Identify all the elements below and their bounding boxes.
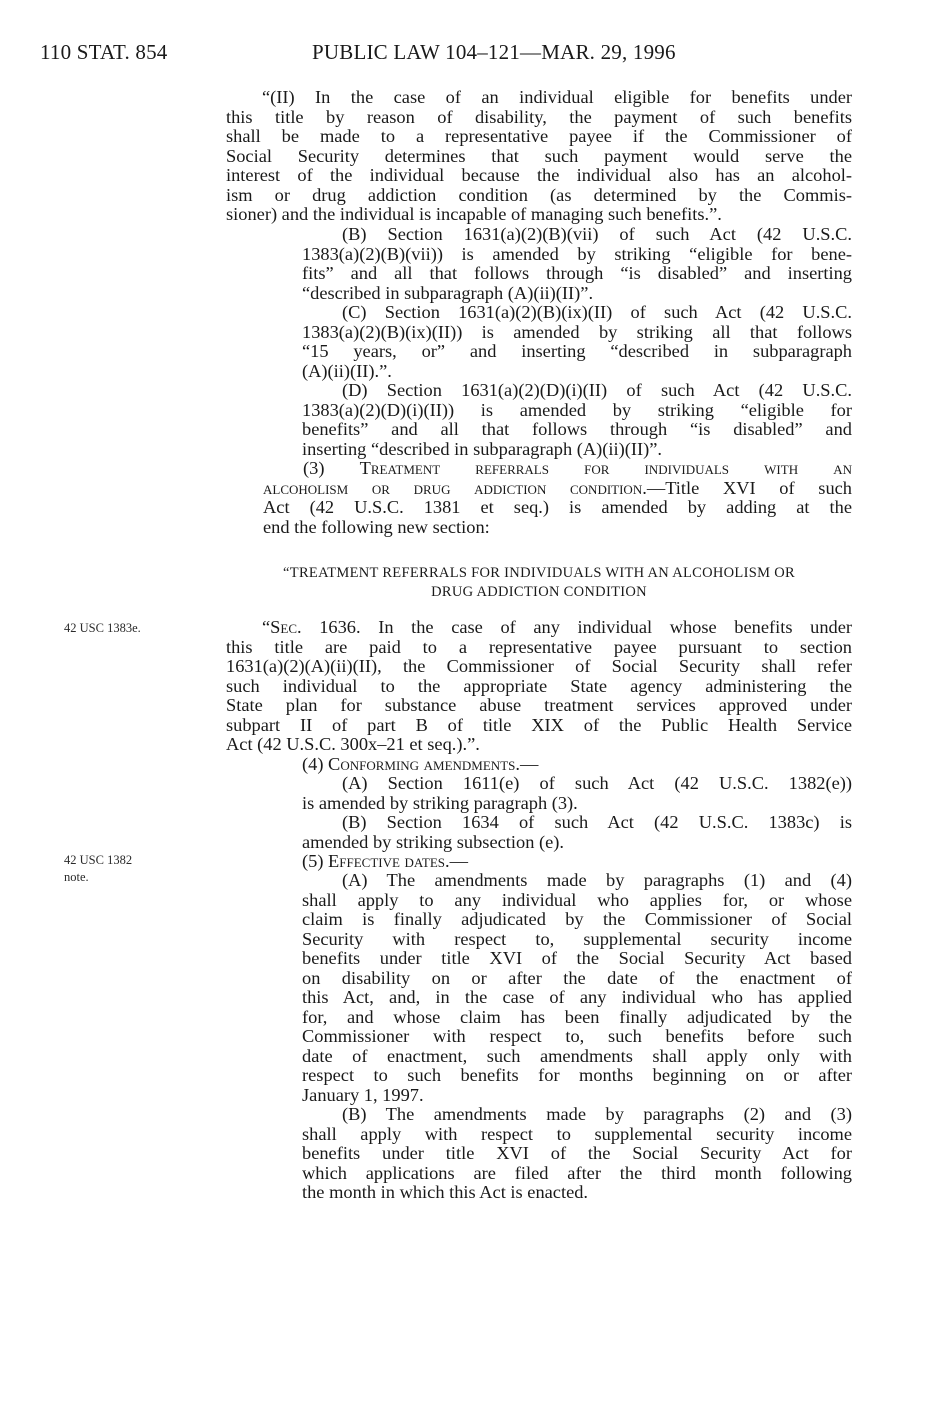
text-line: such individual to the appropriate State agency administering the bbox=[226, 675, 852, 696]
text-line: interest of the individual because the individual also has an alcohol- bbox=[226, 165, 852, 185]
paragraph-d bbox=[302, 381, 852, 459]
text-line: State plan for substance abuse treatment services approved under bbox=[226, 695, 852, 715]
text-line: on disability on or after the date of the enactment of bbox=[302, 967, 852, 988]
text-line: (A)(ii)(II).”. bbox=[302, 360, 392, 381]
text-line: “(II) In the case of an individual eligible for benefits under bbox=[262, 87, 852, 107]
paragraph-4b bbox=[302, 813, 852, 852]
paragraph-number: (3) bbox=[303, 458, 360, 478]
text-line: (A) Section 1611(e) of such Act (42 U.S.C. 1382(e)) bbox=[342, 773, 852, 793]
text-line: respect to such benefits for months beginning on or after bbox=[302, 1065, 852, 1085]
margin-citation-line: 42 USC 1382 bbox=[64, 853, 133, 867]
paragraph-4a bbox=[302, 774, 852, 813]
paragraph-heading: alcoholism or drug addiction condition. bbox=[263, 477, 647, 498]
paragraph-heading: Conforming amendments. bbox=[328, 754, 520, 774]
text-line: shall apply with respect to supplemental security income bbox=[302, 1123, 852, 1144]
text-line: January 1, 1997. bbox=[302, 1084, 424, 1105]
text-line: this title by reason of disability, the payment of such benefits bbox=[226, 106, 852, 127]
text-line: the month in which this Act is enacted. bbox=[302, 1182, 589, 1202]
text-fragment: “ bbox=[262, 617, 271, 637]
text-line bbox=[263, 479, 852, 499]
text-line: 1383(a)(2)(D)(i)(II)) is amended by striking “eligible for bbox=[302, 399, 852, 420]
text-line: Act (42 U.S.C. 300x–21 et seq.).”. bbox=[226, 734, 480, 754]
paragraph-3 bbox=[263, 459, 852, 537]
text-line: date of enactment, such amendments shall apply only with bbox=[302, 1045, 852, 1066]
text-line: Act (42 U.S.C. 1381 et seq.) is amended by adding at the bbox=[263, 497, 852, 517]
text-line: Social Security determines that such payment would serve the bbox=[226, 145, 852, 166]
text-line: 1631(a)(2)(A)(ii)(II), the Commissioner of Social Security shall refer bbox=[226, 656, 852, 676]
text-line: is amended by striking paragraph (3). bbox=[302, 792, 578, 813]
section-1636 bbox=[226, 618, 852, 755]
text-line: amended by striking subsection (e). bbox=[302, 831, 565, 852]
text-line: inserting “described in subparagraph (A)(ii)(II)”. bbox=[302, 438, 663, 459]
text-line: claim is finally adjudicated by the Commissioner of Social bbox=[302, 909, 852, 929]
paragraph-5a bbox=[302, 871, 852, 1105]
text-line: 1383(a)(2)(B)(vii)) is amended by striking “eligible for bene- bbox=[302, 243, 852, 264]
text-line: this title are paid to a representative payee pursuant to section bbox=[226, 636, 852, 657]
section-label: Sec bbox=[270, 617, 298, 637]
text-line: ism or drug addiction condition (as determined by the Commis- bbox=[226, 184, 852, 205]
text-line: Security with respect to, supplemental security income bbox=[302, 928, 852, 949]
text-line: which applications are filed after the third month following bbox=[302, 1162, 852, 1183]
paragraph-5b bbox=[302, 1105, 852, 1203]
paragraph-5 bbox=[302, 852, 852, 872]
paragraph-4 bbox=[302, 755, 852, 775]
text-line: benefits under title XVI of the Social Security Act for bbox=[302, 1143, 852, 1163]
text-line: (D) Section 1631(a)(2)(D)(i)(II) of such Act (42 U.S.C. bbox=[342, 380, 852, 400]
text-fragment: — bbox=[449, 851, 468, 871]
text-fragment: —Title XVI of such bbox=[646, 477, 852, 498]
text-line: subpart II of part B of title XIX of the Public Health Service bbox=[226, 714, 852, 735]
text-line: 1383(a)(2)(B)(ix)(II)) is amended by striking all that follows bbox=[302, 321, 852, 342]
section-heading-line: DRUG ADDICTION CONDITION bbox=[431, 584, 647, 600]
text-line: sioner) and the individual is incapable of managing such benefits.”. bbox=[226, 204, 722, 224]
text-line: benefits” and all that follows through “is disabled” and bbox=[302, 419, 852, 439]
text-line: (C) Section 1631(a)(2)(B)(ix)(II) of such Act (42 U.S.C. bbox=[342, 302, 852, 322]
text-line: this Act, and, in the case of any individual who has applied bbox=[302, 987, 852, 1007]
section-heading-line: “TREATMENT REFERRALS FOR INDIVIDUALS WITH AN ALCOHOLISM OR bbox=[283, 565, 795, 581]
paragraph-number: (5) bbox=[302, 851, 329, 871]
margin-citation bbox=[64, 852, 132, 886]
page-law-title: PUBLIC LAW 104–121—MAR. 29, 1996 bbox=[312, 40, 676, 64]
text-line: shall be made to a representative payee if the Commissioner of bbox=[226, 126, 852, 146]
text-line: shall apply to any individual who applies for, or whose bbox=[302, 889, 852, 910]
paragraph-heading: Treatment referrals for individuals with an bbox=[359, 458, 853, 478]
text-line: end the following new section: bbox=[263, 516, 490, 537]
text-line bbox=[226, 618, 852, 638]
text-line: “15 years, or” and inserting “described in subparagraph bbox=[302, 341, 852, 361]
text-line: Commissioner with respect to, such benefits before such bbox=[302, 1026, 852, 1046]
paragraph-ii bbox=[226, 88, 852, 225]
text-line bbox=[302, 755, 852, 775]
margin-citation-line: note. bbox=[64, 870, 89, 884]
text-line bbox=[302, 852, 852, 872]
text-line: benefits under title XVI of the Social Security Act based bbox=[302, 948, 852, 968]
text-line: (B) The amendments made by paragraphs (2) and (3) bbox=[342, 1104, 852, 1124]
text-fragment: — bbox=[519, 754, 539, 774]
text-line: for, and whose claim has been finally adjudicated by the bbox=[302, 1006, 852, 1027]
page-stat-number: 110 STAT. 854 bbox=[40, 40, 168, 64]
text-line: (B) Section 1634 of such Act (42 U.S.C. 1383c) is bbox=[342, 812, 852, 832]
text-line bbox=[263, 459, 852, 479]
text-line: (A) The amendments made by paragraphs (1) and (4) bbox=[342, 870, 852, 890]
paragraph-heading: Effective dates. bbox=[328, 851, 450, 871]
text-line: (B) Section 1631(a)(2)(B)(vii) of such Act (42 U.S.C. bbox=[342, 224, 852, 244]
section-heading bbox=[226, 564, 852, 602]
page-header bbox=[40, 40, 910, 70]
paragraph-c bbox=[302, 303, 852, 381]
text-line: “described in subparagraph (A)(ii)(II)”. bbox=[302, 282, 594, 303]
paragraph-b bbox=[302, 225, 852, 303]
text-fragment: . 1636. In the case of any individual whose benefits under bbox=[297, 617, 852, 637]
margin-citation: 42 USC 1383e. bbox=[64, 621, 141, 635]
text-line: fits” and all that follows through “is disabled” and inserting bbox=[302, 263, 852, 283]
paragraph-number: (4) bbox=[302, 754, 329, 774]
